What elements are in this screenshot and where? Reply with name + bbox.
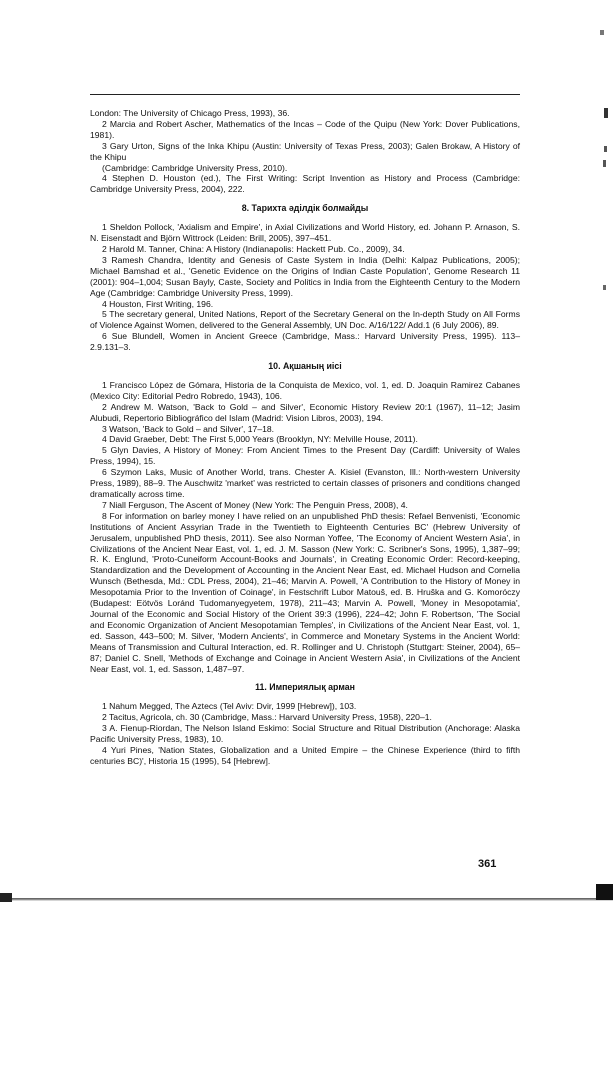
note-line: 4 Stephen D. Houston (ed.), The First Writing: Script Invention as History and Process (Cambridge: Cambridge University Press, 2004), 222.: [90, 173, 520, 195]
section-heading: 11. Империялық арман: [255, 682, 355, 693]
scan-edge-mark-right: [596, 884, 613, 900]
note-line: 4 David Graeber, Debt: The First 5,000 Years (Brooklyn, NY: Melville House, 2011).: [102, 434, 418, 445]
page-number: 361: [478, 858, 497, 870]
margin-speck: [603, 160, 606, 167]
section-heading: 8. Тарихта әділдік болмайды: [241, 203, 369, 214]
scan-edge-mark-left: [0, 893, 12, 902]
margin-speck: [603, 285, 606, 290]
note-line: 2 Andrew M. Watson, 'Back to Gold – and Silver', Economic History Review 20:1 (1967), 11–12; Jasim Alubudi, Repertorio Bibliográfico del Islam (Madrid: Vision Libros, 2003), 194.: [90, 401, 520, 423]
note-line: 3 Watson, 'Back to Gold – and Silver', 17–18.: [102, 423, 275, 434]
note-line: London: The University of Chicago Press, 1993), 36.: [90, 108, 290, 118]
note-line: 4 Yuri Pines, 'Nation States, Globalization and a United Empire – the Chinese Experience (third to fifth centuries BC)', Historia 15 (1995), 54 [Hebrew].: [90, 744, 520, 766]
note-line: 5 The secretary general, United Nations, Report of the Secretary General on the In-depth Study on All Forms of Violence Against Women, delivered to the General Assembly, UN Doc. A/16/122/ Add.1 (6 July 2006), 89.: [90, 309, 520, 331]
note-line: 5 Glyn Davies, A History of Money: From Ancient Times to the Present Day (Cardiff: University of Wales Press, 1994), 15.: [90, 445, 520, 467]
margin-speck: [604, 108, 608, 118]
margin-speck: [600, 30, 604, 35]
section-heading: 10. Ақшаның иісі: [268, 361, 342, 372]
note-line: (Cambridge: Cambridge University Press, 2010).: [102, 162, 288, 173]
note-line: 1 Nahum Megged, The Aztecs (Tel Aviv: Dvir, 1999 [Hebrew]), 103.: [102, 701, 357, 712]
note-line: 3 Ramesh Chandra, Identity and Genesis of Caste System in India (Delhi: Kalpaz Publications, 2005); Michael Bamshad et al., 'Genetic Evidence on the Origins of Indian Caste Population', Genome Research 11 (2001): 904–1,004; Susan Bayly, Caste, Society and Politics in India from the Eighteenth Century to the Modern Age (Cambridge: Cambridge University Press, 1999).: [90, 254, 520, 298]
note-line: 6 Sue Blundell, Women in Ancient Greece (Cambridge, Mass.: Harvard University Press, 1995). 113–2.9.131–3.: [90, 331, 520, 353]
note-line: 7 Niall Ferguson, The Ascent of Money (New York: The Penguin Press, 2008), 4.: [102, 499, 408, 510]
note-line: 1 Francisco López de Gómara, Historia de la Conquista de Mexico, vol. 1, ed. D. Joaquin Ramirez Cabanes (Mexico City: Editorial Pedro Robredo, 1943), 106.: [90, 379, 520, 401]
note-line: 2 Marcia and Robert Ascher, Mathematics of the Incas – Code of the Quipu (New York: Dover Publications, 1981).: [90, 118, 520, 140]
note-line: 8 For information on barley money I have relied on an unpublished PhD thesis: Refael Benvenisti, 'Economic Institutions of Ancient Assyrian Trade in the Twentieth to Eighteenth Centuries BC' (Hebrew University of Jerusalem, unpublished PhD thesis, 2011). See also Norman Yoffee, 'The Economy of Ancient Western Asia', in Civilizations of the Ancient Near East, vol. 1, ed. J. M. Sasson (New York: C. Scribner's Sons, 1995), 1,387–99; R. K. Englund, 'Proto-Cuneiform Account-Books and Journals', in Creating Economic Order: Record-keeping, Standardization and the Development of Accounting in the Ancient Near East, ed. Michael Hudson and Cornelia Wunsch (Bethesda, Md.: CDL Press, 2004), 21–46; Marvin A. Powell, 'A Contribution to the History of Money in Mesopotamia Prior to the Invention of Coinage', in Festschrift Lubor Matouš, ed. B. Hruška and G. Komoróczy (Budapest: Eötvös Loránd Tudomanyegyetem, 1978), 211–43; Marvin A. Powell, 'Money in Mesopotamia', Journal of the Economic and Social History of the Orient 39:3 (1996), 224–42; John F. Robertson, 'The Social and Economic Organization of Ancient Mesopotamian Temples', in Civilizations of the Ancient Near East, vol. 1, ed. Sasson, 443–500; M. Silver, 'Modern Ancients', in Commerce and Monetary Systems in the Ancient World: Means of Transmission and Cultural Interaction, ed. R. Rollinger and U. Christoph (Stuttgart: Steiner, 2004), 65–87; Daniel C. Snell, 'Methods of Exchange and Coinage in Ancient Western Asia', in Civilizations of the Ancient Near East, vol. 1, ed. Sasson, 1,487–97.: [90, 510, 520, 674]
note-line: 1 Sheldon Pollock, 'Axialism and Empire', in Axial Civilizations and World History, ed. Johann P. Arnason, S. N. Eisenstadt and Björn Wittrock (Leiden: Brill, 2005), 397–451.: [90, 222, 520, 244]
scan-edge-shadow: [0, 898, 613, 901]
note-line: 3 Gary Urton, Signs of the Inka Khipu (Austin: University of Texas Press, 2003); Galen Brokaw, A History of the Khipu: [90, 140, 520, 162]
note-line: 3 A. Fienup-Riordan, The Nelson Island Eskimo: Social Structure and Ritual Distribution (Anchorage: Alaska Pacific University Press, 1983), 10.: [90, 723, 520, 745]
header-rule: [90, 94, 520, 95]
margin-speck: [604, 146, 607, 152]
endnotes-body: [90, 108, 520, 767]
note-line: 2 Tacitus, Agricola, ch. 30 (Cambridge, Mass.: Harvard University Press, 1958), 220–1.: [102, 712, 432, 723]
note-line: 4 Houston, First Writing, 196.: [102, 298, 214, 309]
note-line: 2 Harold M. Tanner, China: A History (Indianapolis: Hackett Pub. Co., 2009), 34.: [102, 243, 405, 254]
note-line: 6 Szymon Laks, Music of Another World, trans. Chester A. Kisiel (Evanston, Ill.: North-western University Press, 1989), 88–9. The Auschwitz 'market' was restricted to certain classes of prisoners and conditions changed dramatically across time.: [90, 467, 520, 499]
